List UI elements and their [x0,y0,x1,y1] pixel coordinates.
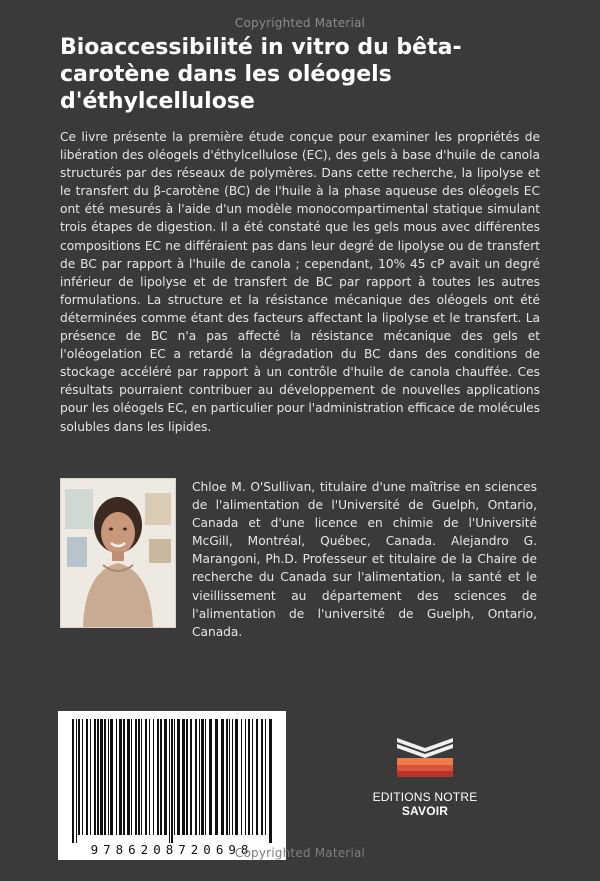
barcode-bar [174,719,175,835]
barcode-bar [100,719,103,835]
barcode-bar [76,719,77,843]
barcode-bar [226,719,228,835]
barcode-bar [241,719,242,835]
barcode-bar [269,719,272,843]
barcode-bar [215,719,218,835]
publisher-block [350,736,500,818]
barcode-bar [256,719,258,835]
barcode-bar [252,719,253,835]
barcode-bar [190,719,192,835]
barcode-bar [201,719,204,835]
barcode-bar [119,719,122,835]
barcode-bar [127,719,130,835]
barcode-bar [94,719,96,835]
barcode-bar [78,719,80,835]
barcode-bar [235,719,238,835]
barcode-bar [164,719,167,835]
barcode-bar [138,719,140,835]
barcode-bar [116,719,117,835]
barcode-bar [160,719,162,835]
barcode-bar [149,719,150,835]
barcode-bar [182,719,185,835]
author-bio: Chloe M. O'Sullivan, titulaire d'une maîtrise en sciences de l'alimentation de l'Université de Guelph, Ontario, Canada et d'une licence en chimie de l'Université McGill, Montréal, Québec, Canada. Alejandro G. Marangoni, Ph.D. Professeur et titulaire de la Chaire de recherche du Canada sur l'alimentation, la santé et le vieillissement au département des sciences de l'alimentation de l'université de Guelph, Ontario, Canada. [192,480,537,639]
barcode-bar [248,719,250,835]
barcode-bar [171,719,173,843]
isbn-barcode [58,711,286,860]
barcode-bar [245,719,246,835]
barcode-bar [169,719,170,843]
barcode-bar [108,719,109,835]
barcode-bar [72,719,74,843]
barcode-bar [265,719,266,835]
watermark-top: Copyrighted Material [234,16,366,30]
barcode-bar [82,719,83,835]
barcode-bar [229,719,230,835]
barcode-bar [261,719,263,835]
barcode-bar [141,719,142,835]
book-description: Ce livre présente la première étude conçue pour examiner les propriétés de libération des oléogels d'éthylcellulose (EC), des gels à base d'huile de canola structurés par des réseaux de polymères. Dans cette recherche, la lipolyse et le transfert du β-carotène (BC) de l'huile à la phase aqueuse des oléogels EC ont été mesurés à l'aide d'un modèle monocompartimental statique simulant trois étapes de digestion. Il a été constaté que les gels mous avec différentes compositions EC ne différaient pas dans leur degré de lipolyse ou de transfert de BC par rapport à l'huile de canola ; cependant, 10% 45 cP avait un degré inférieur de lipolyse et de transfert de BC par rapport à toutes les autres formulations. La structure et la résistance mécanique des oléogels ont été déterminées comme étant des facteurs affectant la lipolyse et le transfert. La présence de BC n'a pas affecté la résistance mécanique des gels et l'oléogelation EC a retardé la dégradation du BC dans des conditions de stockage accéléré par rapport à un contrôle d'huile de canola chauffée. Ces résultats pourraient contribuer au développement de nouvelles applications pour les oléogels EC, en particulier pour l'administration efficace de molécules solubles dans les lipides. [60,130,541,434]
barcode-bar [153,719,154,835]
book-title: Bioaccessibilité in vitro du bêta-carotène dans les oléogels d'éthylcellulose [60,35,462,114]
barcode-bar [232,719,233,835]
barcode-bar [97,719,99,835]
barcode-bar [123,719,125,835]
barcode-bar [186,719,188,835]
publisher-logo-icon [391,736,459,778]
barcode-bar [135,719,137,835]
barcode-bar [205,719,206,835]
barcode-bar [110,719,113,835]
author-photo [60,478,176,628]
watermark-bottom: Copyrighted Material [234,846,366,860]
barcode-bar [90,719,91,835]
publisher-name: EDITIONS NOTRE SAVOIR [372,790,478,818]
barcode-bar [177,719,180,835]
barcode-bar [209,719,212,835]
isbn-digits: 9786208720698 [90,842,254,857]
barcode-bar [199,719,200,835]
barcode-bar [157,719,159,835]
barcode-bar [221,719,224,835]
barcode-bar [145,719,147,835]
barcode-bar [195,719,197,835]
barcode-bar [131,719,132,835]
barcode-bar [86,719,88,835]
barcode-bar [104,719,106,835]
